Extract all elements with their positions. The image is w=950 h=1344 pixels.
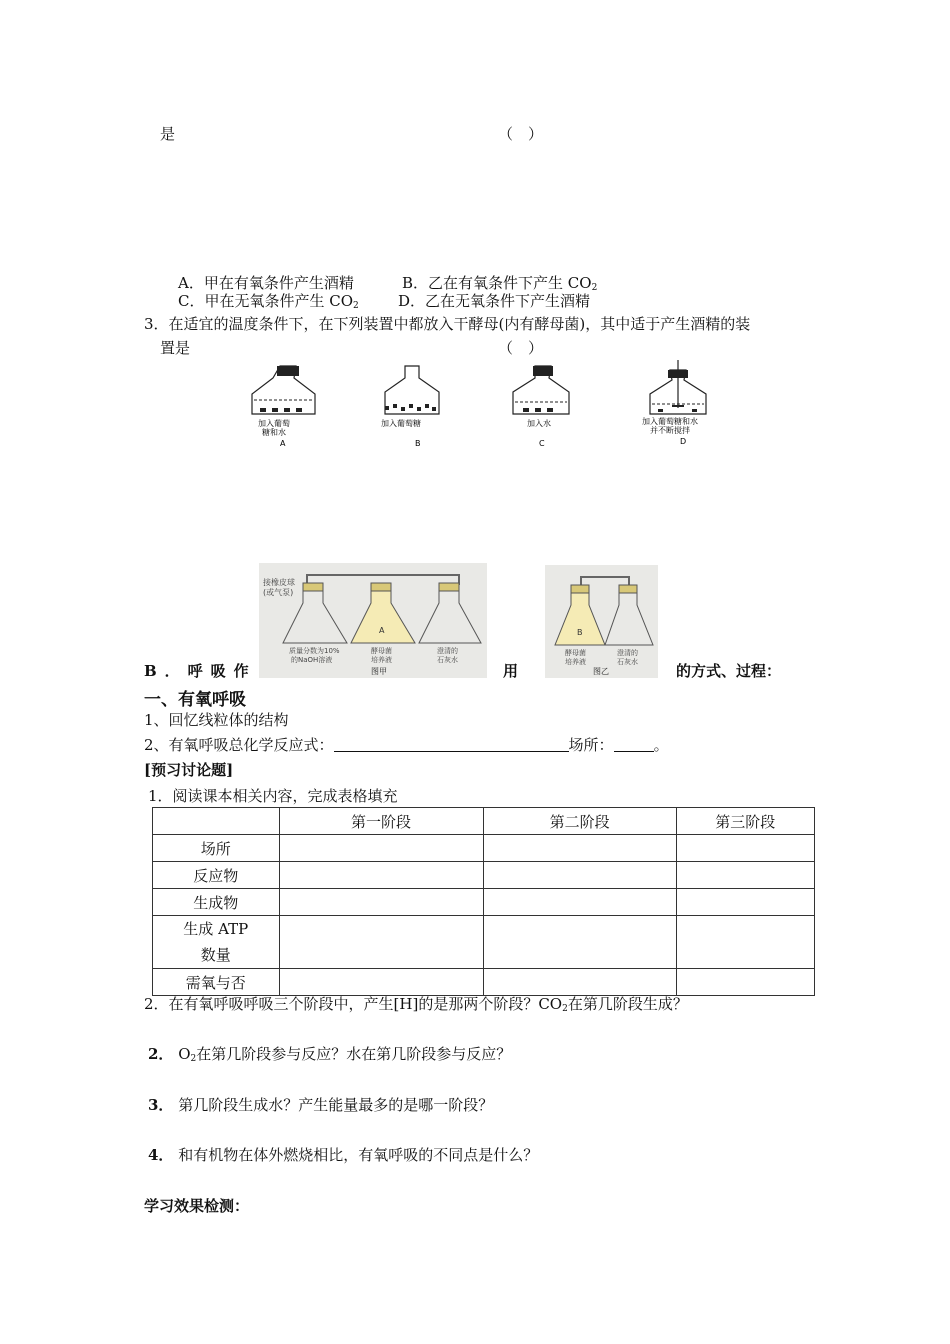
flask-diagrams — [240, 358, 740, 450]
flask-a-caption2: 糖和水 — [262, 428, 286, 437]
flask-c — [513, 366, 569, 448]
discussion-q1: 1．阅读课本相关内容，完成表格填充 — [148, 787, 398, 805]
stage-table — [152, 807, 815, 996]
lime-label-2: 石灰水 — [437, 656, 458, 664]
flask-a-caption1: 加入葡萄 — [258, 419, 290, 428]
table-row — [153, 969, 815, 996]
answer-paren: （ ） — [498, 125, 544, 143]
pump-label-1: 接橡皮球 — [263, 578, 295, 587]
yeast-label-1: 酵母菌 — [565, 649, 586, 657]
flask-d-caption2: 并不断搅拌 — [650, 426, 690, 435]
flask-a-letter: A — [280, 439, 286, 448]
section-one-heading: 一、有氧呼吸 — [144, 690, 246, 710]
place-blank[interactable] — [614, 736, 654, 752]
table-cell[interactable] — [483, 969, 676, 996]
footer-label: 学习效果检测： — [144, 1197, 250, 1215]
section-b-part1: B．呼吸作 — [144, 662, 257, 680]
table-header-cell: 第一阶段 — [279, 808, 483, 835]
flask-d — [642, 360, 706, 446]
option-d: D．乙在无氧条件下产生酒精 — [398, 292, 591, 310]
row-label: 需氧与否 — [153, 969, 280, 996]
naoh-label-1: 质量分数为10% — [289, 647, 340, 655]
flask-b-letter: B — [415, 439, 421, 448]
option-b: B．乙在有氧条件下产生 $CO_2$ — [402, 274, 598, 293]
table-cell[interactable] — [676, 862, 814, 889]
discussion-q2: 2．在有氧呼吸呼吸三个阶段中，产生[H]的是那两个阶段？$CO_2$在第几阶段生成？ — [144, 995, 688, 1014]
lime-label-1: 澄清的 — [617, 649, 638, 657]
table-header-cell: 第三阶段 — [676, 808, 814, 835]
discussion-q5: 4． 和有机物在体外燃烧相比，有氧呼吸的不同点是什么？ — [148, 1146, 539, 1164]
table-cell[interactable] — [483, 916, 676, 969]
table-cell[interactable] — [279, 889, 483, 916]
figure-yi-title: 图乙 — [593, 667, 609, 676]
flask-b-caption1: 加入葡萄糖 — [381, 419, 421, 428]
table-row — [153, 862, 815, 889]
flask-a-label: A — [379, 626, 385, 635]
lime-label-1: 澄清的 — [437, 647, 458, 655]
item-2: 2、有氧呼吸总化学反应式： 场所： 。 — [144, 736, 669, 754]
flask-c-letter: C — [539, 439, 545, 448]
flask-c-caption1: 加入水 — [527, 419, 551, 428]
row-label: 生成物 — [153, 889, 280, 916]
question-3-paren: （ ） — [498, 339, 544, 357]
table-cell[interactable] — [676, 969, 814, 996]
question-3-line1: 3．在适宜的温度条件下，在下列装置中都放入干酵母(内有酵母菌)，其中适于产生酒精的装 — [144, 315, 751, 333]
table-cell[interactable] — [279, 862, 483, 889]
table-row — [153, 916, 815, 969]
table-cell[interactable] — [483, 835, 676, 862]
option-a: A．甲在有氧条件产生酒精 — [178, 274, 354, 292]
figure-jia-title: 图甲 — [371, 667, 387, 676]
table-header-cell: 第二阶段 — [483, 808, 676, 835]
table-cell[interactable] — [483, 862, 676, 889]
item-1: 1、回忆线粒体的结构 — [144, 711, 289, 729]
naoh-label-2: 的NaOH溶液 — [291, 656, 333, 664]
figure-yi — [545, 565, 658, 678]
table-cell[interactable] — [279, 835, 483, 862]
question-stem-end: 是 — [160, 125, 176, 143]
row-label: 场所 — [153, 835, 280, 862]
option-c: C．甲在无氧条件产生 $CO_2$ — [178, 292, 359, 311]
table-header-row — [153, 808, 815, 835]
question-3-line2: 置是 — [160, 339, 191, 357]
formula-blank[interactable] — [334, 736, 569, 752]
yeast-label-1: 酵母菌 — [371, 647, 392, 655]
flask-d-caption1: 加入葡萄糖和水 — [642, 417, 698, 426]
flask-b — [381, 366, 439, 448]
yeast-label-2: 培养液 — [371, 656, 392, 664]
flask-a — [252, 366, 315, 448]
lime-label-2: 石灰水 — [617, 658, 638, 666]
table-row — [153, 889, 815, 916]
table-cell[interactable] — [279, 969, 483, 996]
section-b-part2: 用 — [503, 662, 519, 680]
yeast-label-2: 培养液 — [565, 658, 586, 666]
table-cell[interactable] — [483, 889, 676, 916]
flask-d-letter: D — [680, 437, 687, 446]
discussion-q4: 3． 第几阶段生成水？产生能量最多的是哪一阶段？ — [148, 1096, 494, 1114]
table-cell[interactable] — [676, 889, 814, 916]
discussion-q3: 2． $O_2$在第几阶段参与反应？水在第几阶段参与反应？ — [148, 1045, 512, 1064]
table-cell[interactable] — [676, 835, 814, 862]
table-row — [153, 835, 815, 862]
row-label: 反应物 — [153, 862, 280, 889]
table-header-cell — [153, 808, 280, 835]
flask-b-label: B — [577, 628, 583, 637]
pump-label-2: (或气泵) — [263, 588, 294, 597]
row-label: 生成 ATP 数量 — [153, 916, 280, 969]
table-cell[interactable] — [676, 916, 814, 969]
section-b-part3: 的方式、过程： — [676, 662, 782, 680]
table-cell[interactable] — [279, 916, 483, 969]
discussion-title: [预习讨论题] — [144, 761, 234, 779]
figure-jia — [259, 563, 487, 678]
